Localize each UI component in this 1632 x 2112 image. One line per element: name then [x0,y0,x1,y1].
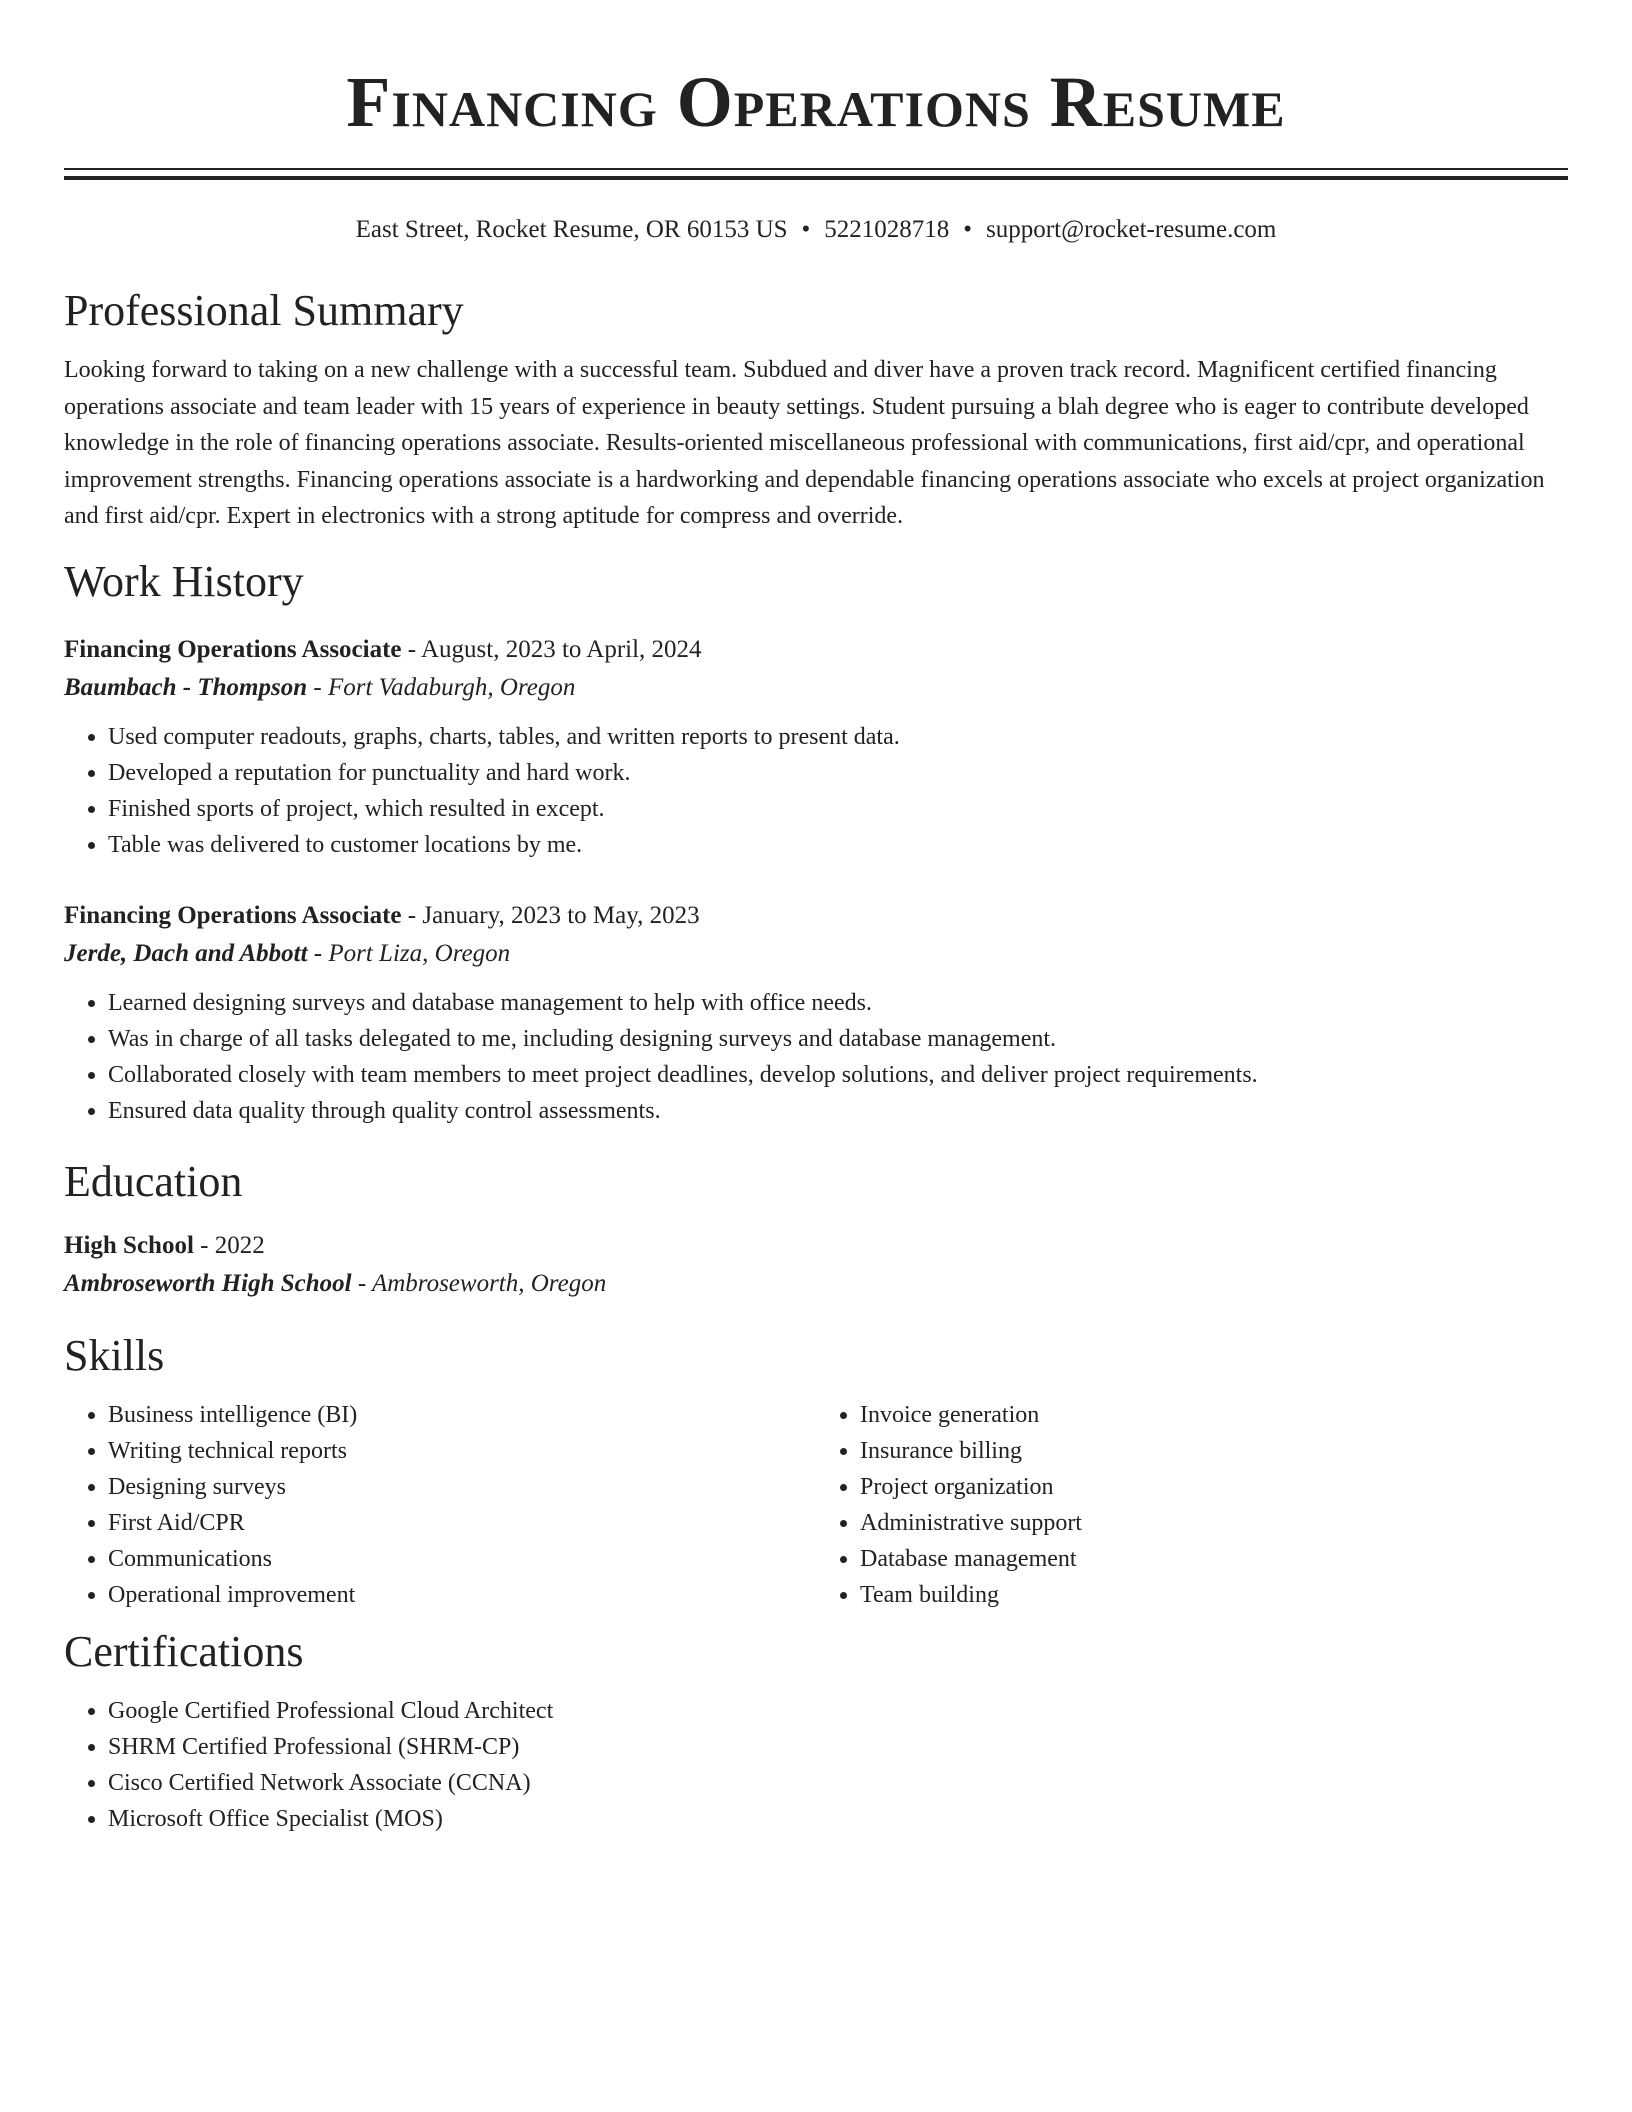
education-school-line: Ambroseworth High School - Ambroseworth, Oregon [64,1269,607,1297]
certifications-heading: Certifications [64,1626,304,1676]
job-company: Baumbach - Thompson [64,673,308,701]
skills-grid [64,1397,1568,1613]
job-employer: Jerde, Dach and Abbott - Port Liza, Oregon [64,939,511,967]
job-header: Financing Operations Associate - August, 2023 to April, 2024 [64,635,702,663]
education-header: High School - 2022 [64,1231,265,1259]
skill-item: • Project organization [860,1469,1568,1505]
job-bullet: • Was in charge of all tasks delegated to me, including designing surveys and database management. [108,1021,1568,1057]
resume-page [64,0,1568,1837]
job-dates: August, 2023 to April, 2024 [420,635,702,663]
title-rule-thick [64,176,1568,180]
skill-item: • Communications [108,1541,816,1577]
summary-text: Looking forward to taking on a new challenge with a successful team. Subdued and diver have a proven track record. Magnificent certified financing operations associate and team leader with 15 years of experience in beauty settings. Student pursuing a blah degree who is eager to contribute developed knowledge in the role of financing operations associate. Results-oriented miscellaneous professional with communications, first aid/cpr, and operational improvement strengths. Financing operations associate is a hardworking and dependable financing operations associate who excels at project organization and first aid/cpr. Expert in electronics with a strong aptitude for compress and override. [64,357,1545,529]
skill-item: • Operational improvement [108,1577,816,1613]
certifications-list [64,1693,1568,1837]
job-title: Financing Operations Associate [64,901,402,929]
skill-item: • Designing surveys [108,1469,816,1505]
job-bullet: • Table was delivered to customer locations by me. [108,827,1568,863]
job-bullets [64,719,1568,863]
skill-item: • Insurance billing [860,1433,1568,1469]
job-bullet: • Learned designing surveys and database management to help with office needs. [108,985,1568,1021]
skills-column-left [64,1397,816,1613]
job-bullet: • Finished sports of project, which resulted in except. [108,791,1568,827]
job-bullets [64,985,1568,1129]
title-rule-thin [64,168,1568,170]
skill-item: • Database management [860,1541,1568,1577]
education-year: 2022 [214,1231,265,1259]
summary-heading: Professional Summary [64,286,464,335]
job-bullet: • Collaborated closely with team members to meet project deadlines, develop solutions, and deliver project requirements. [108,1057,1568,1093]
contact-separator: • [801,216,811,243]
contact-address: East Street, Rocket Resume, OR 60153 US [355,216,788,243]
job-bullet: • Developed a reputation for punctuality and hard work. [108,755,1568,791]
skills-heading: Skills [64,1330,165,1380]
job-dates: January, 2023 to May, 2023 [422,901,700,929]
skills-column-right [816,1397,1568,1613]
resume-title: Financing Operations Resume [346,62,1286,142]
certification-item: • Cisco Certified Network Associate (CCNA) [108,1765,1568,1801]
education-location: Ambroseworth, Oregon [371,1269,607,1297]
skill-item: • Business intelligence (BI) [108,1397,816,1433]
certification-item: • SHRM Certified Professional (SHRM-CP) [108,1729,1568,1765]
job-employer: Baumbach - Thompson - Fort Vadaburgh, Oregon [64,673,576,701]
skill-item: • Writing technical reports [108,1433,816,1469]
job-entry [64,899,1568,1129]
job-entry [64,633,1568,863]
job-bullet: • Used computer readouts, graphs, charts, tables, and written reports to present data. [108,719,1568,755]
skill-item: • Invoice generation [860,1397,1568,1433]
job-company: Jerde, Dach and Abbott [64,939,308,967]
skill-item: • First Aid/CPR [108,1505,816,1541]
education-entry [64,1229,1568,1301]
education-degree: High School [64,1231,194,1259]
work-history-heading: Work History [64,556,304,606]
job-header: Financing Operations Associate - January, 2023 to May, 2023 [64,901,700,929]
education-school: Ambroseworth High School [64,1269,352,1297]
job-location: Port Liza, Oregon [328,939,511,967]
education-heading: Education [64,1156,243,1206]
job-title: Financing Operations Associate [64,635,402,663]
contact-email[interactable]: support@rocket-resume.com [986,216,1277,243]
skill-item: • Team building [860,1577,1568,1613]
contact-separator: • [963,216,973,243]
contact-phone: 5221028718 [824,216,950,243]
skill-item: • Administrative support [860,1505,1568,1541]
job-bullet: • Ensured data quality through quality control assessments. [108,1093,1568,1129]
job-location: Fort Vadaburgh, Oregon [327,673,576,701]
certification-item: • Microsoft Office Specialist (MOS) [108,1801,1568,1837]
contact-line [64,214,1568,246]
certification-item: • Google Certified Professional Cloud Architect [108,1693,1568,1729]
